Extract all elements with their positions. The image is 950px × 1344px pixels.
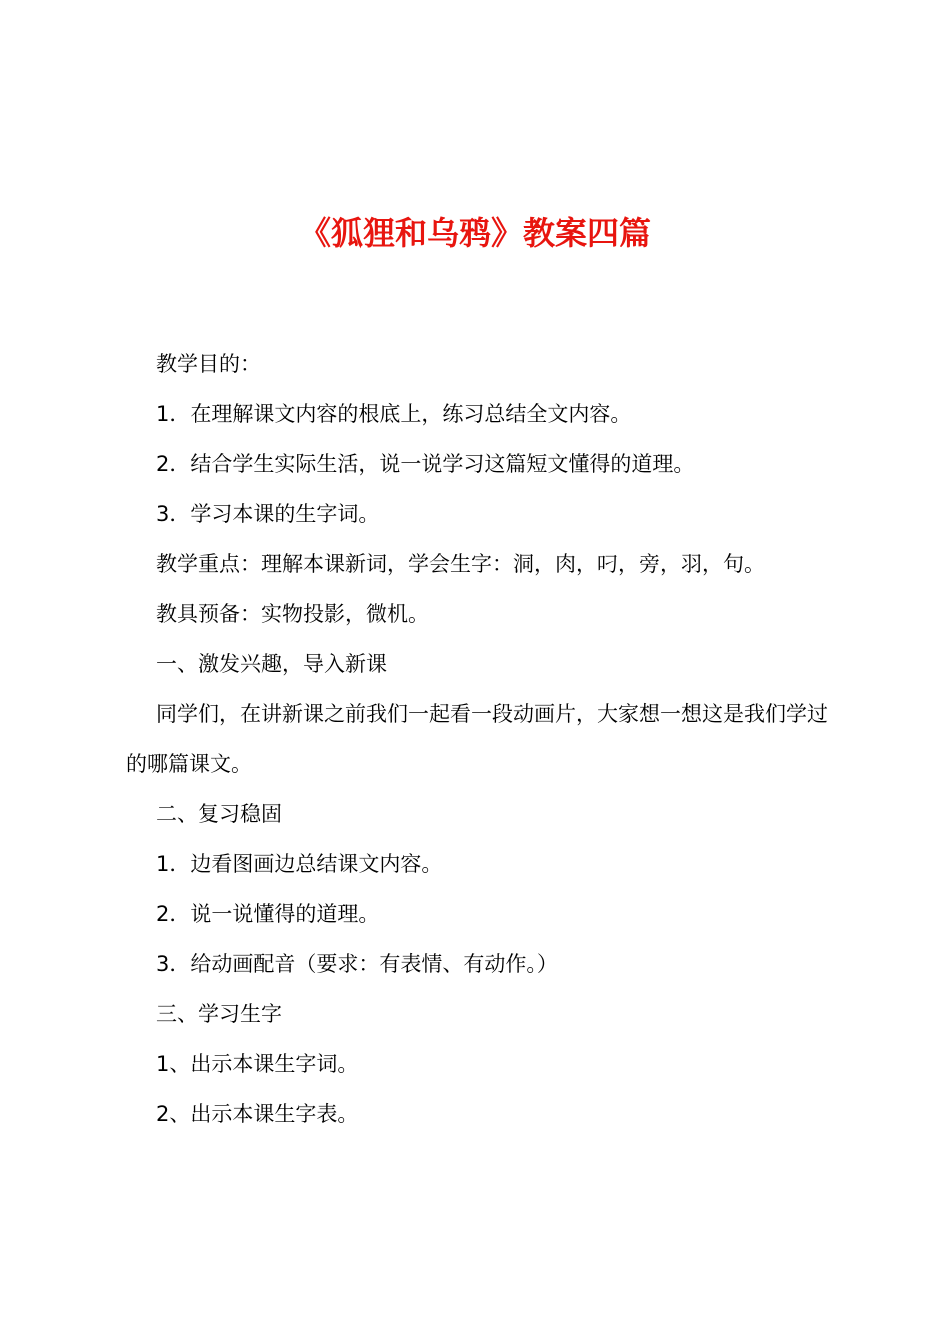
- paragraph-goal-3: 3．学习本课的生字词。: [156, 502, 380, 526]
- paragraph-chars-1: 1、出示本课生字词。: [156, 1052, 359, 1076]
- section-heading-1: 一、激发兴趣，导入新课: [156, 652, 387, 676]
- document-body: [126, 339, 838, 1139]
- section-heading-3: 三、学习生字: [156, 1002, 282, 1026]
- paragraph-review-1: 1．边看图画边总结课文内容。: [156, 852, 443, 876]
- paragraph-review-2: 2．说一说懂得的道理。: [156, 902, 380, 926]
- paragraph-key-points: 教学重点：理解本课新词，学会生字：洞，肉，叼，旁，羽，句。: [156, 552, 765, 576]
- paragraph-chars-2: 2、出示本课生字表。: [156, 1102, 359, 1126]
- paragraph-intro: 同学们，在讲新课之前我们一起看一段动画片，大家想一想这是我们学过的哪篇课文。: [126, 702, 828, 776]
- document-title: 《狐狸和乌鸦》教案四篇: [298, 214, 651, 252]
- section-heading-2: 二、复习稳固: [156, 802, 282, 826]
- paragraph-review-3: 3．给动画配音（要求：有表情、有动作。）: [156, 952, 558, 976]
- paragraph-goal-1: 1．在理解课文内容的根底上，练习总结全文内容。: [156, 402, 632, 426]
- paragraph-goal-2: 2．结合学生实际生活，说一说学习这篇短文懂得的道理。: [156, 452, 695, 476]
- paragraph-teaching-aids: 教具预备：实物投影，微机。: [156, 602, 429, 626]
- paragraph-teaching-goals: 教学目的：: [156, 352, 261, 376]
